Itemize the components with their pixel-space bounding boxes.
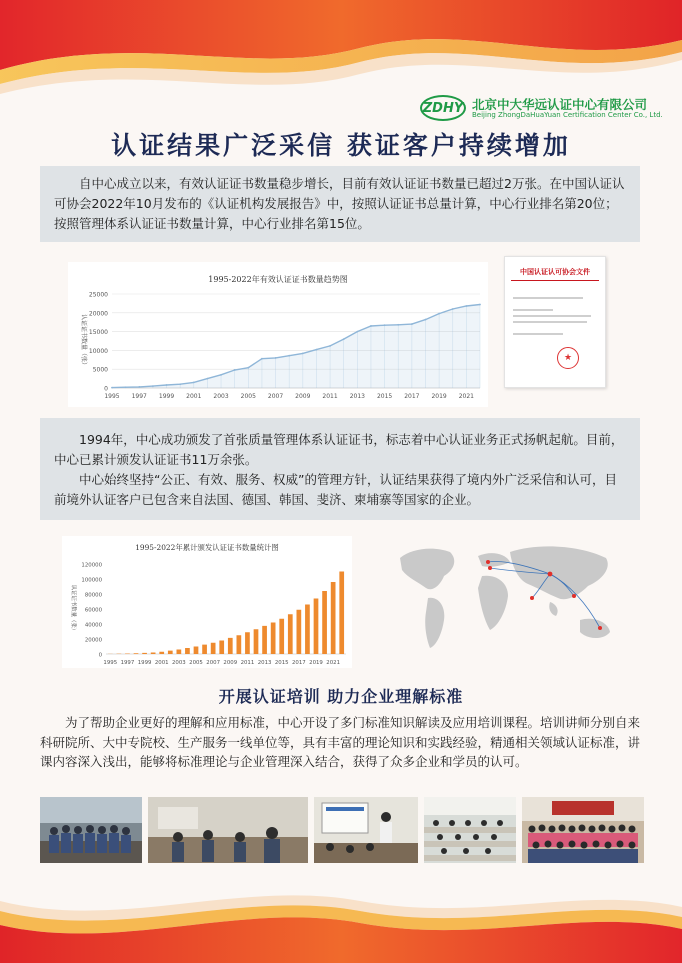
training-photo-5 [522, 797, 644, 863]
training-photo-strip [40, 797, 644, 863]
bar-2007 [211, 643, 216, 654]
point-1999 [166, 384, 168, 386]
document-text-line [513, 297, 583, 299]
point-2003 [220, 374, 222, 376]
association-document-image [504, 256, 606, 388]
point-2005 [247, 367, 249, 369]
intro-text: 自中心成立以来，有效认证证书数量稳步增长，目前有效认证证书数量已超过2万张。在中国认证认可协会2022年10月发布的《认证机构发展报告》中，按照认证证书总量计算，中心行业排名第20位；按照管理体系认证证书数量计算，中心行业排名第15位。 [54, 176, 625, 231]
training-photo-2 [148, 797, 308, 863]
bar-2008 [219, 641, 224, 655]
point-2000 [179, 383, 181, 385]
intro-panel [40, 166, 640, 242]
y-tick-label: 5000 [92, 366, 108, 374]
y-tick-label: 20000 [84, 637, 102, 644]
x-tick-label: 1999 [158, 393, 175, 400]
history-text-1: 1994年，中心成功颁发了首张质量管理体系认证证书，标志着中心认证业务正式扬帆起航。目前，中心已累计颁发认证证书11万余张。 [54, 432, 624, 467]
point-2010 [316, 349, 318, 351]
y-tick-label: 20000 [88, 310, 108, 318]
bar-2003 [177, 650, 182, 655]
point-2002 [207, 378, 209, 380]
training-text: 为了帮助企业更好的理解和应用标准，中心开设了多门标准知识解读及应用培训课程。培训讲师分别自来科研院所、大中专院校、生产服务一线单位等，具有丰富的理论知识和实践经验，精通相关领域认证标准，讲课内容深入浅出，能够将标准理论与企业管理深入结合，获得了众多企业和学员的认可。 [40, 715, 641, 769]
x-tick-label: 2007 [267, 393, 284, 400]
x-tick-label: 2009 [295, 393, 311, 400]
x-tick-label: 2021 [326, 660, 341, 666]
y-tick-label: 80000 [84, 592, 102, 599]
bar-2016 [288, 614, 293, 654]
history-panel [40, 418, 640, 520]
world-map-image [382, 536, 632, 666]
bar-2005 [194, 647, 199, 655]
y-axis-label: 认证证书数量（张） [80, 313, 87, 369]
point-2020 [452, 308, 454, 310]
bar-2010 [237, 635, 242, 654]
y-tick-label: 60000 [84, 607, 102, 614]
point-2013 [356, 331, 358, 333]
point-2011 [329, 345, 331, 347]
bar-2017 [297, 610, 302, 654]
x-tick-label: 1997 [120, 660, 135, 666]
company-name-en: Beijing ZhongDaHuaYuan Certification Center Co., Ltd. [472, 111, 663, 119]
bar-2012 [254, 629, 259, 654]
bar-2018 [305, 605, 310, 655]
document-text-line [513, 315, 591, 317]
bar-2006 [202, 645, 207, 654]
point-2015 [384, 324, 386, 326]
y-tick-label: 15000 [88, 329, 108, 337]
y-tick-label: 40000 [84, 622, 102, 629]
x-tick-label: 2019 [431, 393, 447, 400]
point-2021 [465, 305, 467, 307]
point-1996 [125, 386, 127, 388]
bar-2022 [339, 572, 344, 655]
training-photo-3 [314, 797, 418, 863]
bar-1998 [134, 653, 139, 654]
valid-certificates-trend-chart [68, 262, 488, 407]
x-tick-label: 2011 [322, 393, 338, 400]
point-2017 [411, 323, 413, 325]
y-tick-label: 0 [104, 385, 108, 393]
company-name-cn: 北京中大华远认证中心有限公司 [472, 97, 648, 112]
bar-2009 [228, 638, 233, 654]
x-tick-label: 2003 [213, 393, 229, 400]
x-tick-label: 2005 [240, 393, 256, 400]
point-1997 [138, 386, 140, 388]
x-tick-label: 2005 [189, 660, 203, 666]
point-1995 [111, 387, 113, 389]
x-tick-label: 2021 [458, 393, 475, 400]
document-red-rule [511, 280, 599, 281]
y-tick-label: 10000 [88, 347, 108, 355]
bar-2000 [151, 653, 156, 655]
x-tick-label: 2013 [257, 660, 272, 666]
training-photo-4 [424, 797, 516, 863]
document-text-line [513, 333, 563, 335]
document-text-line [513, 321, 587, 323]
point-2004 [234, 369, 236, 371]
x-tick-label: 2007 [206, 660, 221, 666]
bar-2015 [279, 619, 284, 654]
document-text-line [513, 309, 553, 311]
x-tick-label: 1995 [103, 660, 118, 666]
bottom-wave-decoration [0, 871, 682, 963]
x-tick-label: 2011 [240, 660, 255, 666]
bar-2001 [159, 652, 164, 654]
page-title: 认证结果广泛采信 获证客户持续增加 [111, 131, 571, 160]
point-2007 [275, 357, 277, 359]
bar-2021 [331, 582, 336, 654]
document-header: 中国认证认可协会文件 [520, 268, 590, 276]
point-2012 [343, 338, 345, 340]
top-wave-decoration [0, 0, 682, 110]
bar-2013 [262, 626, 267, 654]
y-tick-label: 25000 [88, 291, 108, 299]
bar-1999 [142, 653, 147, 654]
bar-2004 [185, 648, 190, 654]
x-tick-label: 2001 [154, 660, 169, 666]
chart-title: 1995-2022年累计颁发认证证书数量统计图 [135, 543, 279, 552]
company-logo [420, 95, 670, 125]
x-tick-label: 2019 [309, 660, 323, 666]
point-2009 [302, 353, 304, 355]
point-2018 [425, 319, 427, 321]
x-tick-label: 2015 [274, 660, 289, 666]
bar-2002 [168, 651, 173, 654]
x-tick-label: 2001 [186, 393, 202, 400]
x-tick-label: 2009 [223, 660, 238, 666]
bar-2014 [271, 623, 276, 655]
x-tick-label: 2017 [291, 660, 306, 666]
point-1998 [152, 385, 154, 387]
red-seal-icon: ★ [557, 347, 579, 369]
x-tick-label: 1995 [104, 393, 120, 400]
x-tick-label: 2017 [404, 393, 420, 400]
logo-mark: ZDHY [420, 95, 466, 121]
point-2014 [370, 325, 372, 327]
x-tick-label: 2013 [349, 393, 365, 400]
history-text-2: 中心始终坚持“公正、有效、服务、权威”的管理方针，认证结果获得了境内外广泛采信和认可，目前境外认证客户已包含来自法国、德国、韩国、斐济、柬埔寨等国家的企业。 [54, 472, 617, 507]
point-2001 [193, 381, 195, 383]
x-tick-label: 2003 [171, 660, 186, 666]
area-fill [112, 305, 480, 389]
x-tick-label: 1999 [137, 660, 152, 666]
y-axis-label: 认证证书数量（张） [70, 584, 76, 634]
bar-2019 [314, 599, 319, 655]
training-text-block [40, 713, 642, 772]
cumulative-certificates-bar-chart [62, 536, 352, 668]
training-subtitle: 开展认证培训 助力企业理解标准 [218, 687, 464, 706]
bar-2020 [322, 591, 327, 654]
bar-2011 [245, 632, 250, 654]
point-2019 [438, 313, 440, 315]
y-tick-label: 120000 [81, 562, 102, 569]
chart-title: 1995-2022年有效认证证书数量趋势图 [208, 275, 348, 284]
point-2006 [261, 358, 263, 360]
point-2016 [397, 324, 399, 326]
y-tick-label: 0 [98, 652, 102, 659]
point-2022 [479, 304, 481, 306]
training-photo-1 [40, 797, 142, 863]
x-tick-label: 1997 [131, 393, 147, 400]
x-tick-label: 2015 [376, 393, 393, 400]
y-tick-label: 100000 [81, 577, 102, 584]
point-2008 [288, 355, 290, 357]
